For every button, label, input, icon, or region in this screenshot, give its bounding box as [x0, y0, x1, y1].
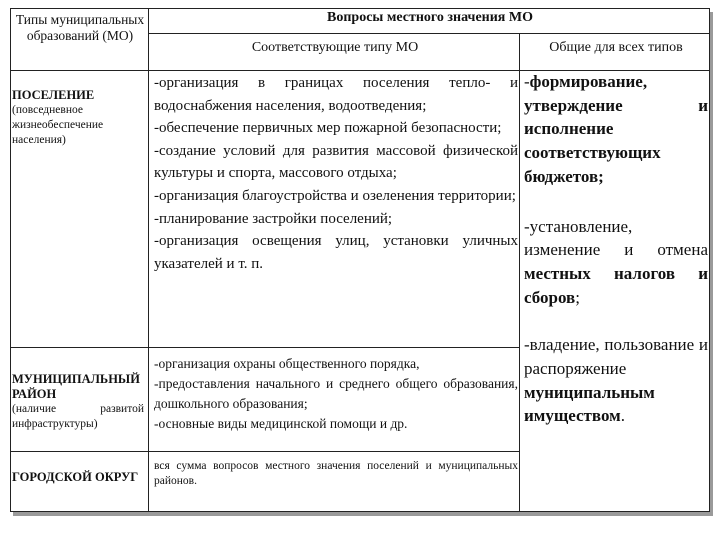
- table-border-bottom: [10, 511, 710, 512]
- divider-type-column: [148, 8, 149, 512]
- divider-header-questions: [148, 33, 710, 34]
- list-item: -организация в границах поселения тепло- и водоснабжения населения, водоотведения;: [154, 75, 518, 114]
- list-item: -предоставления начального и среднего общего образования, дошкольного образования;: [154, 376, 518, 411]
- header-common: Общие для всех типов: [549, 40, 683, 55]
- header-questions: Вопросы местного значения МО: [327, 10, 533, 25]
- questions-table: [10, 8, 710, 512]
- municipal-questions: [154, 354, 518, 454]
- divider-common-column: [519, 33, 520, 512]
- type-city-title: ГОРОДСКОЙ ОКРУГ: [12, 470, 139, 484]
- table-border-right: [709, 8, 710, 512]
- list-item: -планирование застройки поселений;: [154, 210, 393, 227]
- table-border-left: [10, 8, 11, 512]
- settlement-questions: [154, 72, 518, 342]
- city-questions: [154, 459, 518, 509]
- common-item-property: -владение, пользование и распоряжение муниципальным имуществом.: [524, 335, 708, 426]
- type-city-district: [12, 470, 144, 485]
- common-item-taxes: -установление, изменение и отмена местных налогов и сборов;: [524, 216, 708, 307]
- list-item: -организация охраны общественного порядка,: [154, 356, 420, 371]
- type-settlement-desc: (повседневное жизнеобеспечение населения): [12, 104, 104, 146]
- type-settlement: [12, 88, 144, 148]
- type-municipal-desc: (наличие развитой инфраструктуры): [12, 403, 144, 430]
- list-item: -организация освещения улиц, установки уличных указателей и т. п.: [154, 233, 518, 272]
- common-item-budget: -формирование, утверждение и исполнение соответствующих бюджетов;: [524, 72, 708, 186]
- header-types: Типы муниципальных образований (МО): [15, 12, 145, 43]
- type-settlement-title: ПОСЕЛЕНИЕ: [12, 88, 95, 102]
- table-border-top: [10, 8, 710, 9]
- list-item: вся сумма вопросов местного значения поселений и муниципальных районов.: [154, 460, 518, 487]
- property-text: муниципальным имуществом: [524, 382, 655, 426]
- type-municipal-title: МУНИЦИПАЛЬНЫЙ РАЙОН: [12, 372, 140, 401]
- type-municipal-district: [12, 372, 144, 432]
- divider-row-municipal: [10, 347, 520, 348]
- header-specific: Соответствующие типу МО: [251, 40, 419, 55]
- list-item: -основные виды медицинской помощи и др.: [154, 416, 408, 431]
- budget-text: формирование, утверждение и исполнение соответствующих бюджетов;: [524, 72, 708, 186]
- taxes-text: местных налогов и сборов: [524, 263, 708, 307]
- list-item: -обеспечение первичных мер пожарной безопасности;: [154, 120, 502, 137]
- list-item: -создание условий для развития массовой физической культуры и спорта, массового отдыха;: [154, 142, 518, 182]
- list-item: -организация благоустройства и озеленения территории;: [154, 187, 516, 204]
- common-questions: [524, 72, 708, 508]
